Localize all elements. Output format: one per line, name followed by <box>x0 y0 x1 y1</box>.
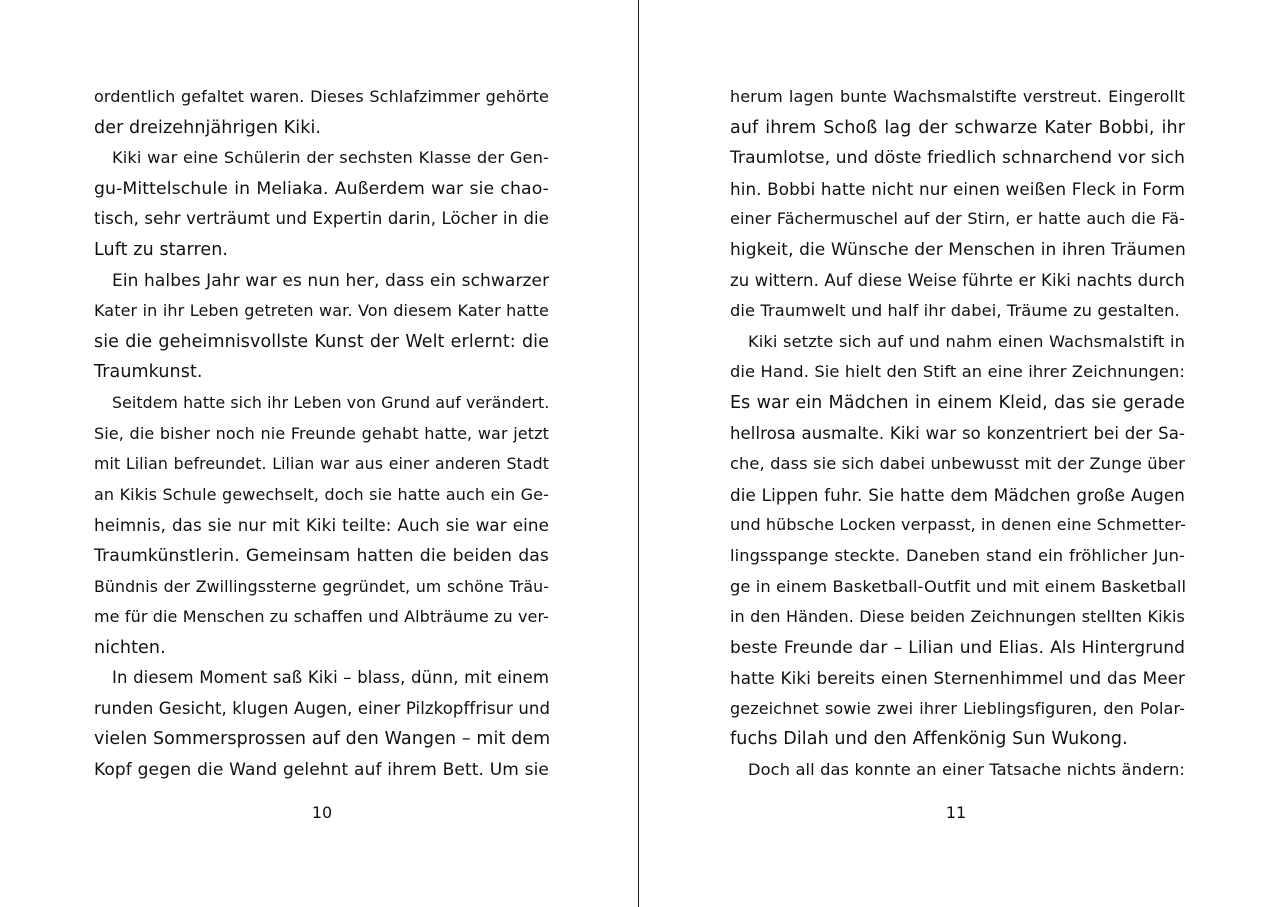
text-line: Kiki setzte sich auf und nahm einen Wachsmalstift in <box>748 331 1185 351</box>
text-line: einer Fächermuschel auf der Stirn, er hatte auch die Fä- <box>730 209 1185 229</box>
page-number-right: 11 <box>945 803 967 822</box>
text-line: sie die geheimnisvollste Kunst der Welt erlernt: die <box>94 331 549 352</box>
text-line: herum lagen bunte Wachsmalstifte verstreut. Eingerollt <box>730 87 1185 106</box>
text-line: Bündnis der Zwillingssterne gegründet, um schöne Träu- <box>94 576 549 596</box>
text-line: die Lippen fuhr. Sie hatte dem Mädchen große Augen <box>730 484 1185 505</box>
left-page-text <box>94 82 549 786</box>
page-gutter-divider <box>638 0 639 907</box>
text-line: gezeichnet sowie zwei ihrer Lieblingsfiguren, den Polar- <box>730 698 1185 718</box>
text-line: Ein halbes Jahr war es nun her, dass ein schwarzer <box>112 270 550 291</box>
text-line: fuchs Dilah und den Affenkönig Sun Wukong. <box>730 729 1128 750</box>
text-line: hellrosa ausmalte. Kiki war so konzentriert bei der Sa- <box>730 423 1185 443</box>
text-line: runden Gesicht, klugen Augen, einer Pilzkopffrisur und <box>94 698 551 718</box>
text-line: heimnis, das sie nur mit Kiki teilte: Auch sie war eine <box>94 515 549 536</box>
text-line: che, dass sie sich dabei unbewusst mit der Zunge über <box>730 454 1185 474</box>
text-line: me für die Menschen zu schaffen und Albträume zu ver- <box>94 607 549 627</box>
text-line: die Traumwelt und half ihr dabei, Träume zu gestalten. <box>730 301 1180 321</box>
right-page-text <box>730 82 1185 786</box>
text-line: nichten. <box>94 637 166 658</box>
text-line: in den Händen. Diese beiden Zeichnungen stellten Kikis <box>730 607 1185 627</box>
text-line: ge in einem Basketball-Outfit und mit einem Basketball <box>730 576 1187 596</box>
text-line: Kater in ihr Leben getreten war. Von diesem Kater hatte <box>94 301 549 321</box>
text-line: higkeit, die Wünsche der Menschen in ihren Träumen <box>730 239 1186 260</box>
text-line: an Kikis Schule gewechselt, doch sie hatte auch ein Ge- <box>94 484 549 504</box>
text-line: die Hand. Sie hielt den Stift an eine ihrer Zeichnungen: <box>730 362 1185 382</box>
text-line: Es war ein Mädchen in einem Kleid, das sie gerade <box>730 392 1185 413</box>
text-line: der dreizehnjährigen Kiki. <box>94 117 322 138</box>
text-line: Sie, die bisher noch nie Freunde gehabt hatte, war jetzt <box>94 423 549 443</box>
text-line: Traumlotse, und döste friedlich schnarchend vor sich <box>730 148 1185 169</box>
text-line: Traumkunst. <box>94 362 203 383</box>
text-line: tisch, sehr verträumt und Expertin darin, Löcher in die <box>94 209 549 229</box>
text-line: mit Lilian befreundet. Lilian war aus einer anderen Stadt <box>94 454 549 474</box>
text-line: zu wittern. Auf diese Weise führte er Kiki nachts durch <box>730 270 1185 290</box>
text-line: Luft zu starren. <box>94 239 229 260</box>
text-line: hatte Kiki bereits einen Sternenhimmel und das Meer <box>730 668 1185 689</box>
text-line: lingsspange steckte. Daneben stand ein fröhlicher Jun- <box>730 545 1185 565</box>
text-line: gu-Mittelschule in Meliaka. Außerdem war sie chao- <box>94 178 549 199</box>
text-line: Kopf gegen die Wand gelehnt auf ihrem Bett. Um sie <box>94 760 549 781</box>
text-line: Kiki war eine Schülerin der sechsten Klasse der Gen- <box>112 148 549 168</box>
text-line: In diesem Moment saß Kiki – blass, dünn, mit einem <box>112 668 549 688</box>
text-line: vielen Sommersprossen auf den Wangen – mit dem <box>94 729 551 750</box>
text-line: Seitdem hatte sich ihr Leben von Grund auf verändert. <box>112 392 550 412</box>
text-line: ordentlich gefaltet waren. Dieses Schlafzimmer gehörte <box>94 87 549 106</box>
text-line: beste Freunde dar – Lilian und Elias. Als Hintergrund <box>730 637 1185 658</box>
text-line: auf ihrem Schoß lag der schwarze Kater Bobbi, ihr <box>730 117 1185 138</box>
page-number-left: 10 <box>311 803 333 822</box>
text-line: Doch all das konnte an einer Tatsache nichts ändern: <box>748 760 1185 780</box>
text-line: Traumkünstlerin. Gemeinsam hatten die beiden das <box>94 545 549 566</box>
text-line: hin. Bobbi hatte nicht nur einen weißen Fleck in Form <box>730 178 1185 199</box>
text-line: und hübsche Locken verpasst, in denen eine Schmetter- <box>730 515 1186 535</box>
